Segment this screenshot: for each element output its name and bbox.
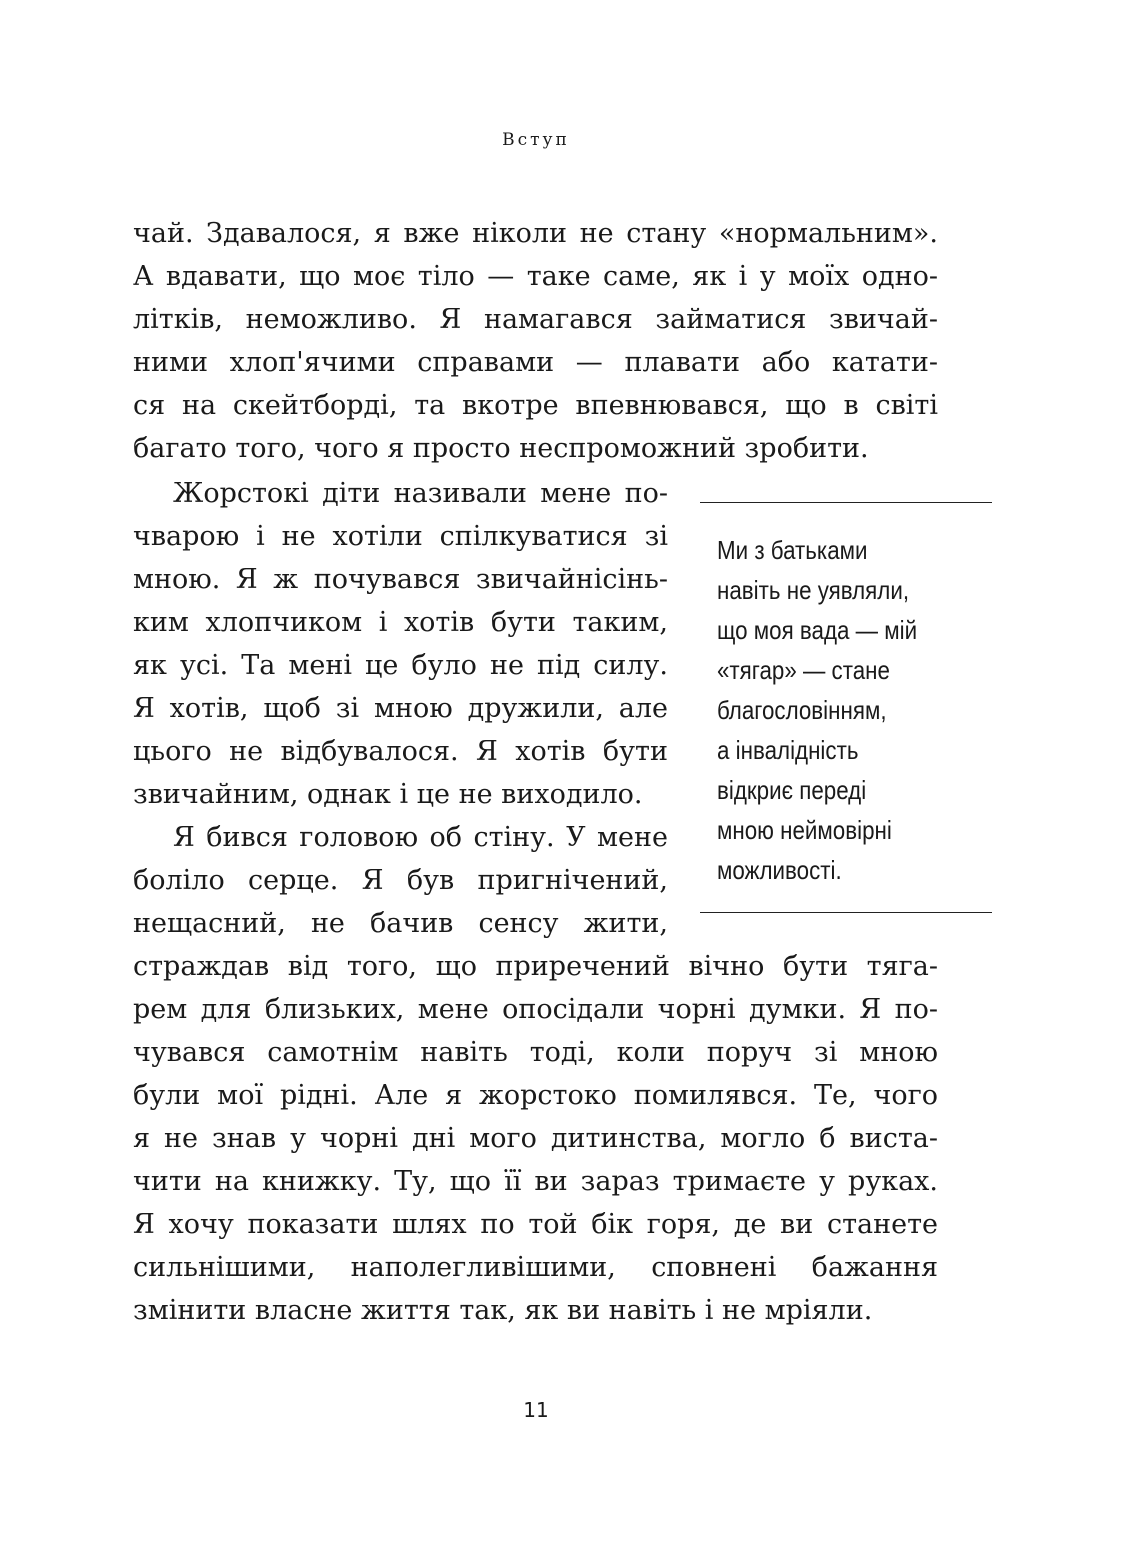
pull-quote-line: мною неймовірні	[717, 815, 892, 845]
body-line: мною. Я ж почувався звичайнісінь-	[133, 564, 668, 595]
body-line: боліло серце. Я був пригнічений,	[133, 865, 668, 896]
body-line: літків, неможливо. Я намагався займатися звичай-	[133, 304, 938, 335]
body-line: багато того, чого я просто неспроможний зробити.	[133, 433, 869, 464]
body-line: чити на книжку. Ту, що її ви зараз тримаєте у руках.	[133, 1166, 938, 1197]
body-line: страждав від того, що приречений вічно бути тяга-	[133, 951, 938, 982]
body-line: були мої рідні. Але я жорстоко помилявся. Те, чого	[133, 1080, 938, 1111]
body-line: ними хлоп'ячими справами — плавати або катати-	[133, 347, 938, 378]
body-line: змінити власне життя так, як ви навіть і не мріяли.	[133, 1295, 873, 1326]
body-line: чварою і не хотіли спілкуватися зі	[133, 521, 668, 552]
body-line: ся на скейтборді, та вкотре впевнювався, що в світі	[133, 390, 938, 421]
pull-quote-top-rule	[700, 502, 992, 503]
body-line: Я хочу показати шлях по той бік горя, де ви станете	[133, 1209, 938, 1240]
pull-quote-bottom-rule	[700, 912, 992, 913]
body-line: Я хотів, щоб зі мною дружили, але	[133, 693, 668, 724]
pull-quote-line: що моя вада — мій	[717, 615, 918, 645]
body-line: А вдавати, що моє тіло — таке саме, як і у моїх одно-	[133, 261, 938, 292]
pull-quote-line: Ми з батьками	[717, 535, 868, 565]
running-header: Вступ	[502, 130, 570, 150]
body-line: чувався самотнім навіть тоді, коли поруч зі мною	[133, 1037, 938, 1068]
page-number: 11	[523, 1398, 549, 1422]
pull-quote-line: відкриє переді	[717, 775, 867, 805]
body-line: цього не відбувалося. Я хотів бути	[133, 736, 668, 767]
pull-quote-line: можливості.	[717, 855, 842, 885]
body-line: нещасний, не бачив сенсу жити,	[133, 908, 668, 939]
body-line: як усі. Та мені це було не під силу.	[133, 650, 668, 681]
body-line: чай. Здавалося, я вже ніколи не стану «нормальним».	[133, 218, 938, 249]
pull-quote-line: навіть не уявляли,	[717, 575, 910, 605]
body-line: звичайним, однак і це не виходило.	[133, 779, 643, 810]
body-line: Жорстокі діти називали мене по-	[173, 478, 668, 509]
body-line: рем для близьких, мене опосідали чорні думки. Я по-	[133, 994, 938, 1025]
pull-quote-line: «тягар» — стане	[717, 655, 890, 685]
body-line: ким хлопчиком і хотів бути таким,	[133, 607, 668, 638]
pull-quote-line: благословінням,	[717, 695, 887, 725]
body-line: сильнішими, наполегливішими, сповнені бажання	[133, 1252, 938, 1283]
body-line: я не знав у чорні дні мого дитинства, могло б виста-	[133, 1123, 938, 1154]
pull-quote-line: а інвалідність	[717, 735, 859, 765]
body-line: Я бився головою об стіну. У мене	[173, 822, 668, 853]
